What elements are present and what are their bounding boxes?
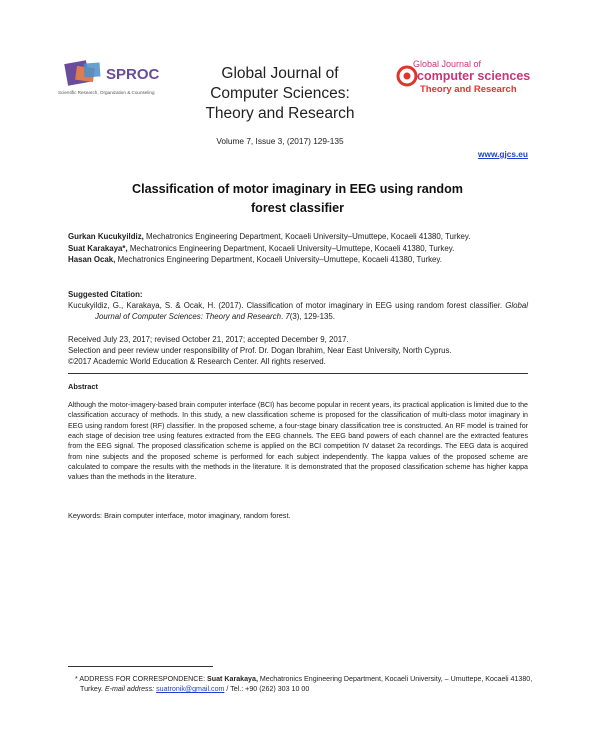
author-name: Suat Karakaya*, bbox=[68, 243, 128, 253]
journal-website-link[interactable]: www.gjcs.eu bbox=[478, 149, 528, 159]
publisher-logo bbox=[56, 58, 178, 100]
abstract-top-rule bbox=[68, 373, 528, 374]
citation-authors: Kucukyildiz, G., Karakaya, S. & Ocak, H. (2017). Classification of motor imaginary in EEG using random forest classifier. bbox=[68, 301, 506, 311]
citation-volume: 7 bbox=[285, 312, 290, 322]
author-list bbox=[68, 231, 528, 266]
author-name: Gurkan Kucukyildiz, bbox=[68, 232, 144, 241]
received-line: Received July 23, 2017; revised October 21, 2017; accepted December 9, 2017. bbox=[68, 335, 349, 344]
citation-heading: Suggested Citation: bbox=[68, 290, 143, 299]
author-1 bbox=[68, 231, 528, 242]
peer-review-line: Selection and peer review under responsibility of Prof. Dr. Dogan Ibrahim, Near East University, North Cyprus. bbox=[68, 346, 452, 356]
abstract-heading: Abstract bbox=[68, 382, 98, 391]
paper-title-line-2: forest classifier bbox=[250, 201, 345, 215]
publisher-logo-name: SPROC bbox=[106, 66, 160, 83]
author-affiliation: Mechatronics Engineering Department, Kocaeli University–Umuttepe, Kocaeli 41380, Turkey. bbox=[115, 255, 442, 265]
footnote-address: Mechatronics Engineering Department, Kocaeli University, – Umuttepe, Kocaeli 41380, Turkey. bbox=[80, 675, 533, 694]
journal-logo-line-2: computer sciences bbox=[417, 69, 531, 83]
footnote-email-label: E-mail address: bbox=[104, 685, 155, 694]
correspondence-footnote bbox=[68, 674, 540, 694]
journal-logo-line-3: Theory and Research bbox=[420, 84, 517, 95]
journal-logo bbox=[393, 58, 553, 98]
footnote-email-link[interactable]: suatronik@gmail.com bbox=[156, 685, 225, 694]
suggested-citation bbox=[68, 289, 528, 323]
author-affiliation: Mechatronics Engineering Department, Kocaeli University–Umuttepe, Kocaeli 41380, Turkey. bbox=[127, 243, 455, 253]
journal-title-line-1: Global Journal of bbox=[221, 65, 339, 82]
abstract-text: Although the motor-imagery-based brain computer interface (BCI) has become popular in recent years, its practical application is limited due to the classification accuracy of methods. In this study, a new classification scheme is proposed for the classification of multi-class motor imaginary in EEG using random forest (RF) classifier. In the proposed scheme, a four-stage binary classification tree is constructed. An RF model is trained for each stage of decision tree using features extracted from the EEG channels. The EEG band powers of each channel are the extracted features from the EEG signal. The proposed classification scheme is applied on the BCI competition IV dataset 2a recordings. The EEG data is acquired from nine subjects and the proposed scheme is performed for each subject independently. The kappa values of the proposed scheme are calculated to compare the results with the methods in the literature. It is demonstrated that the proposed classification scheme has higher kappa values than the methods in the literature. bbox=[68, 401, 528, 482]
copyright-line: ©2017 Academic World Education & Research Center. All rights reserved. bbox=[68, 357, 326, 367]
footnote-rule bbox=[68, 666, 213, 667]
journal-logo-line-1: Global Journal of bbox=[413, 59, 482, 69]
journal-title-line-2: Computer Sciences: bbox=[210, 85, 350, 102]
citation-issue-pages: (3), 129-135. bbox=[289, 312, 335, 322]
author-2 bbox=[68, 243, 528, 254]
footnote-prefix: * ADDRESS FOR CORRESPONDENCE: bbox=[75, 675, 208, 683]
keywords: Keywords: Brain computer interface, motor imaginary, random forest. bbox=[68, 511, 291, 520]
author-name: Hasan Ocak, bbox=[68, 255, 116, 265]
publisher-logo-tagline: Scientific Research, Organization & Counseling bbox=[58, 90, 155, 95]
author-3 bbox=[68, 254, 528, 265]
citation-text bbox=[68, 300, 528, 322]
footnote-tel: / Tel.: +90 (262) 303 10 00 bbox=[224, 685, 310, 694]
paper-title bbox=[70, 180, 525, 218]
citation-journal: Global Journal of Computer Sciences: Theory and Research bbox=[95, 301, 528, 322]
footnote-name: Suat Karakaya, bbox=[207, 675, 258, 683]
paper-title-line-1: Classification of motor imaginary in EEG using random bbox=[132, 182, 463, 196]
volume-line: Volume 7, Issue 3, (2017) 129-135 bbox=[216, 136, 344, 146]
author-affiliation: Mechatronics Engineering Department, Kocaeli University–Umuttepe, Kocaeli 41380, Turkey. bbox=[143, 232, 471, 241]
citation-separator: . bbox=[280, 312, 286, 322]
publication-dates bbox=[68, 334, 528, 368]
journal-title-line-3: Theory and Research bbox=[205, 105, 355, 122]
journal-title bbox=[190, 64, 370, 124]
